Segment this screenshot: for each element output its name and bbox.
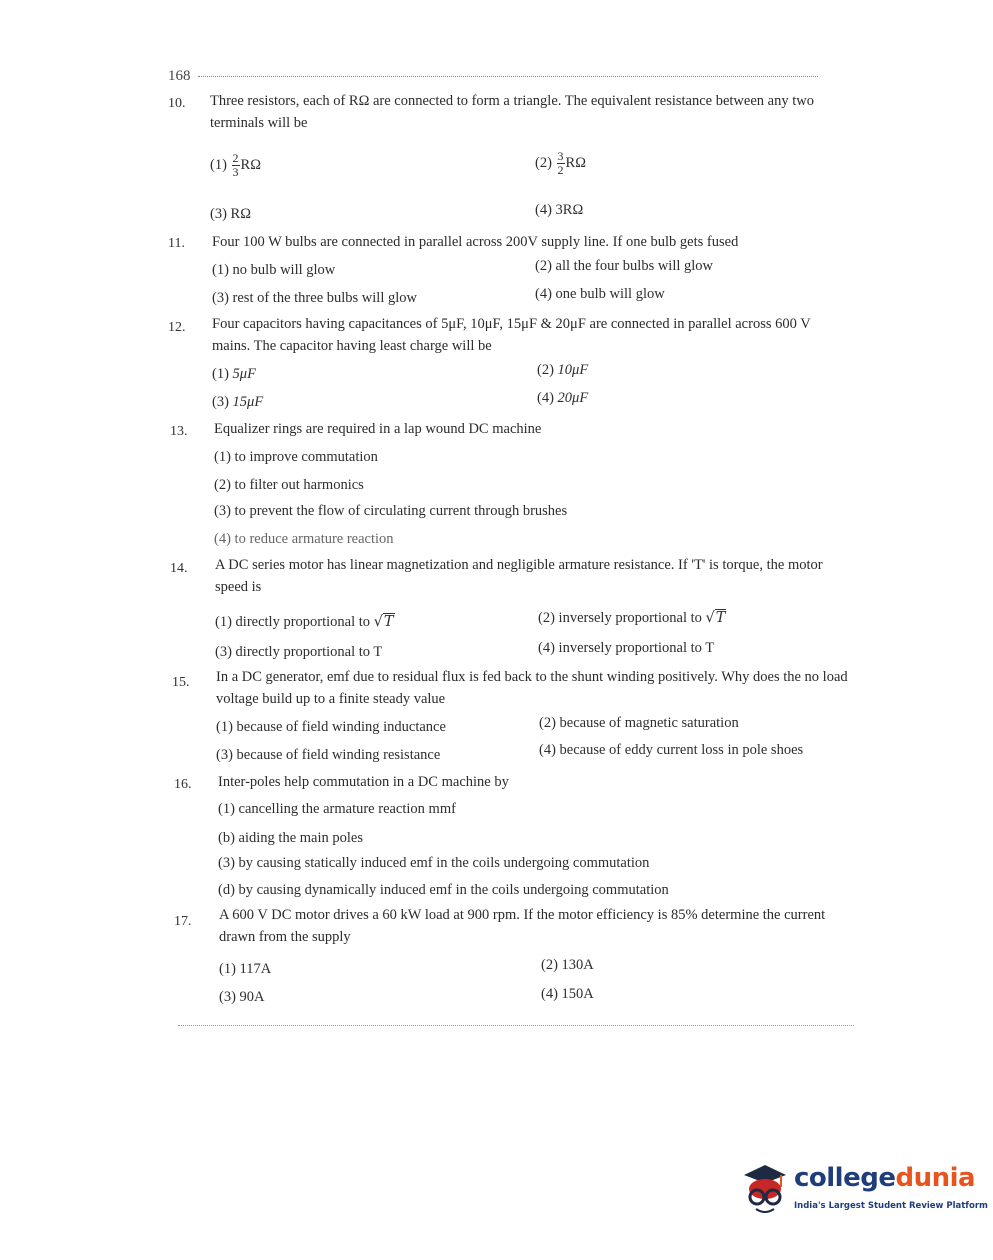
question-13-option-3[interactable] bbox=[214, 503, 567, 520]
question-11-text: Four 100 W bulbs are connected in parallel across 200V supply line. If one bulb gets fused bbox=[212, 234, 739, 250]
question-14-text: A DC series motor has linear magnetization and negligible armature resistance. If 'T' is torque, the motor speed is bbox=[215, 557, 823, 595]
option-text: to filter out harmonics bbox=[234, 477, 364, 493]
option-unit: RΩ bbox=[565, 154, 586, 171]
question-12-text: Four capacitors having capacitances of 5μF, 10μF, 15μF & 20μF are connected in parallel across 600 V mains. The capacitor having least charge will be bbox=[212, 316, 811, 354]
option-text: to improve commutation bbox=[234, 449, 378, 465]
question-13-option-1[interactable] bbox=[214, 449, 378, 466]
collegedunia-logo[interactable] bbox=[738, 1155, 988, 1225]
logo-wordmark bbox=[794, 1163, 975, 1193]
question-11-option-4[interactable] bbox=[535, 286, 665, 303]
logo-wordmark-main: college bbox=[794, 1163, 896, 1193]
option-label: (4) bbox=[214, 531, 231, 547]
option-label: (1) bbox=[216, 719, 233, 735]
option-text: to prevent the flow of circulating current through brushes bbox=[234, 503, 568, 519]
question-15-option-1[interactable] bbox=[216, 719, 446, 736]
question-10-option-2[interactable] bbox=[535, 150, 586, 177]
question-12-number: 12. bbox=[168, 320, 186, 335]
option-text: no bulb will glow bbox=[232, 262, 336, 278]
option-label: (2) bbox=[535, 258, 552, 274]
question-14-option-2[interactable] bbox=[538, 610, 726, 627]
question-15-number: 15. bbox=[172, 675, 190, 690]
question-17-option-3[interactable] bbox=[219, 989, 265, 1006]
question-17-text: A 600 V DC motor drives a 60 kW load at 900 rpm. If the motor efficiency is 85% determine the current drawn from the supply bbox=[219, 907, 826, 945]
question-12-option-2[interactable] bbox=[537, 362, 588, 379]
option-label: (4) bbox=[538, 640, 555, 656]
fraction-numerator: 2 bbox=[232, 151, 239, 165]
option-text: inversely proportional to T bbox=[558, 640, 715, 656]
option-unit: RΩ bbox=[240, 156, 261, 173]
option-text: because of field winding resistance bbox=[236, 747, 441, 763]
sqrt-argument: T bbox=[715, 610, 726, 626]
option-label: (3) bbox=[212, 290, 229, 306]
question-16-option-4[interactable] bbox=[218, 882, 669, 899]
question-11-option-3[interactable] bbox=[212, 290, 417, 307]
question-11-number: 11. bbox=[168, 236, 185, 251]
option-label: (b) bbox=[218, 830, 235, 846]
question-12-option-1[interactable] bbox=[212, 366, 256, 383]
option-text: aiding the main poles bbox=[238, 830, 363, 846]
question-15-option-4[interactable] bbox=[539, 742, 803, 759]
question-12-option-4[interactable] bbox=[537, 390, 588, 407]
sqrt-symbol: √T bbox=[705, 610, 726, 626]
option-label: (3) bbox=[214, 503, 231, 519]
option-text: 15μF bbox=[232, 394, 264, 410]
graduate-mascot-icon bbox=[738, 1157, 792, 1219]
fraction-numerator: 3 bbox=[557, 149, 564, 163]
option-label: (3) bbox=[216, 747, 233, 763]
option-label: (4) bbox=[535, 286, 552, 302]
option-label: (2) bbox=[214, 477, 231, 493]
option-label: (3) bbox=[210, 206, 227, 222]
option-text: because of field winding inductance bbox=[236, 719, 446, 735]
question-15-text: In a DC generator, emf due to residual flux is fed back to the shunt winding positively. Why does the no load voltage build up to a finite steady value bbox=[216, 669, 848, 707]
logo-tagline: India's Largest Student Review Platform bbox=[794, 1201, 988, 1211]
fraction-denominator: 2 bbox=[557, 163, 564, 177]
option-label: (2) bbox=[541, 957, 558, 973]
question-11-option-1[interactable] bbox=[212, 262, 335, 279]
question-10-option-1[interactable] bbox=[210, 152, 261, 179]
question-12-option-3[interactable] bbox=[212, 394, 263, 411]
option-text: RΩ bbox=[230, 206, 251, 222]
question-13-text: Equalizer rings are required in a lap wound DC machine bbox=[214, 421, 542, 437]
option-text: 130A bbox=[561, 957, 594, 973]
question-10-option-4[interactable] bbox=[535, 202, 583, 219]
option-label: (2) bbox=[537, 362, 554, 378]
option-label: (3) bbox=[218, 855, 235, 871]
bottom-rule bbox=[178, 1025, 854, 1026]
option-label: (2) bbox=[538, 610, 555, 626]
option-text: rest of the three bulbs will glow bbox=[232, 290, 417, 306]
question-17-option-2[interactable] bbox=[541, 957, 594, 974]
question-13-number: 13. bbox=[170, 424, 188, 439]
option-label: (4) bbox=[541, 986, 558, 1002]
question-17-option-4[interactable] bbox=[541, 986, 594, 1003]
question-14-option-1[interactable] bbox=[215, 614, 395, 631]
option-label: (1) bbox=[210, 156, 227, 173]
question-10-text: Three resistors, each of RΩ are connected to form a triangle. The equivalent resistance between any two terminals will be bbox=[210, 93, 814, 131]
question-15-option-2[interactable] bbox=[539, 715, 739, 732]
option-label: (2) bbox=[539, 715, 556, 731]
question-14-option-3[interactable] bbox=[215, 644, 382, 661]
option-text: cancelling the armature reaction mmf bbox=[238, 801, 456, 817]
option-text: 20μF bbox=[557, 390, 589, 406]
option-label: (3) bbox=[212, 394, 229, 410]
option-text: directly proportional to bbox=[235, 614, 371, 630]
option-text: 5μF bbox=[232, 366, 256, 382]
option-text: to reduce armature reaction bbox=[234, 531, 394, 547]
question-16-option-3[interactable] bbox=[218, 855, 649, 872]
option-label: (3) bbox=[215, 644, 232, 660]
top-rule bbox=[198, 76, 818, 77]
option-label: (1) bbox=[215, 614, 232, 630]
option-text: all the four bulbs will glow bbox=[555, 258, 714, 274]
question-16-text: Inter-poles help commutation in a DC machine by bbox=[218, 774, 509, 790]
option-label: (4) bbox=[535, 202, 552, 218]
question-10-number: 10. bbox=[168, 96, 186, 111]
option-label: (1) bbox=[218, 801, 235, 817]
option-label: (1) bbox=[219, 961, 236, 977]
option-label: (1) bbox=[212, 366, 229, 382]
question-13-option-4[interactable] bbox=[214, 531, 394, 548]
option-text: one bulb will glow bbox=[555, 286, 665, 302]
option-label: (1) bbox=[212, 262, 229, 278]
question-17-number: 17. bbox=[174, 914, 192, 929]
sqrt-argument: T bbox=[383, 614, 394, 630]
question-15-option-3[interactable] bbox=[216, 747, 440, 764]
option-text: 117A bbox=[239, 961, 272, 977]
fraction bbox=[232, 152, 240, 179]
page-number: 168 bbox=[168, 68, 191, 84]
question-10-option-3[interactable] bbox=[210, 206, 251, 223]
option-text: 3RΩ bbox=[555, 202, 584, 218]
option-text: because of magnetic saturation bbox=[559, 715, 739, 731]
option-label: (3) bbox=[219, 989, 236, 1005]
option-text: 10μF bbox=[557, 362, 589, 378]
option-text: directly proportional to T bbox=[235, 644, 383, 660]
question-17-option-1[interactable] bbox=[219, 961, 271, 978]
option-text: inversely proportional to bbox=[558, 610, 702, 626]
option-text: 90A bbox=[239, 989, 265, 1005]
option-label: (4) bbox=[539, 742, 556, 758]
question-16-number: 16. bbox=[174, 777, 192, 792]
question-13-option-2[interactable] bbox=[214, 477, 364, 494]
option-label: (1) bbox=[214, 449, 231, 465]
fraction bbox=[557, 150, 565, 177]
fraction-denominator: 3 bbox=[232, 165, 239, 179]
option-text: 150A bbox=[561, 986, 594, 1002]
question-16-option-1[interactable] bbox=[218, 801, 456, 818]
option-label: (2) bbox=[535, 154, 552, 171]
question-14-option-4[interactable] bbox=[538, 640, 714, 657]
option-text: by causing statically induced emf in the coils undergoing commutation bbox=[238, 855, 650, 871]
question-16-option-2[interactable] bbox=[218, 830, 363, 847]
option-text: by causing dynamically induced emf in the coils undergoing commutation bbox=[238, 882, 669, 898]
question-14-number: 14. bbox=[170, 561, 188, 576]
logo-wordmark-accent: dunia bbox=[895, 1163, 976, 1193]
option-label: (4) bbox=[537, 390, 554, 406]
option-label: (d) bbox=[218, 882, 235, 898]
option-text: because of eddy current loss in pole shoes bbox=[559, 742, 804, 758]
sqrt-symbol: √T bbox=[373, 614, 394, 630]
question-11-option-2[interactable] bbox=[535, 258, 713, 275]
